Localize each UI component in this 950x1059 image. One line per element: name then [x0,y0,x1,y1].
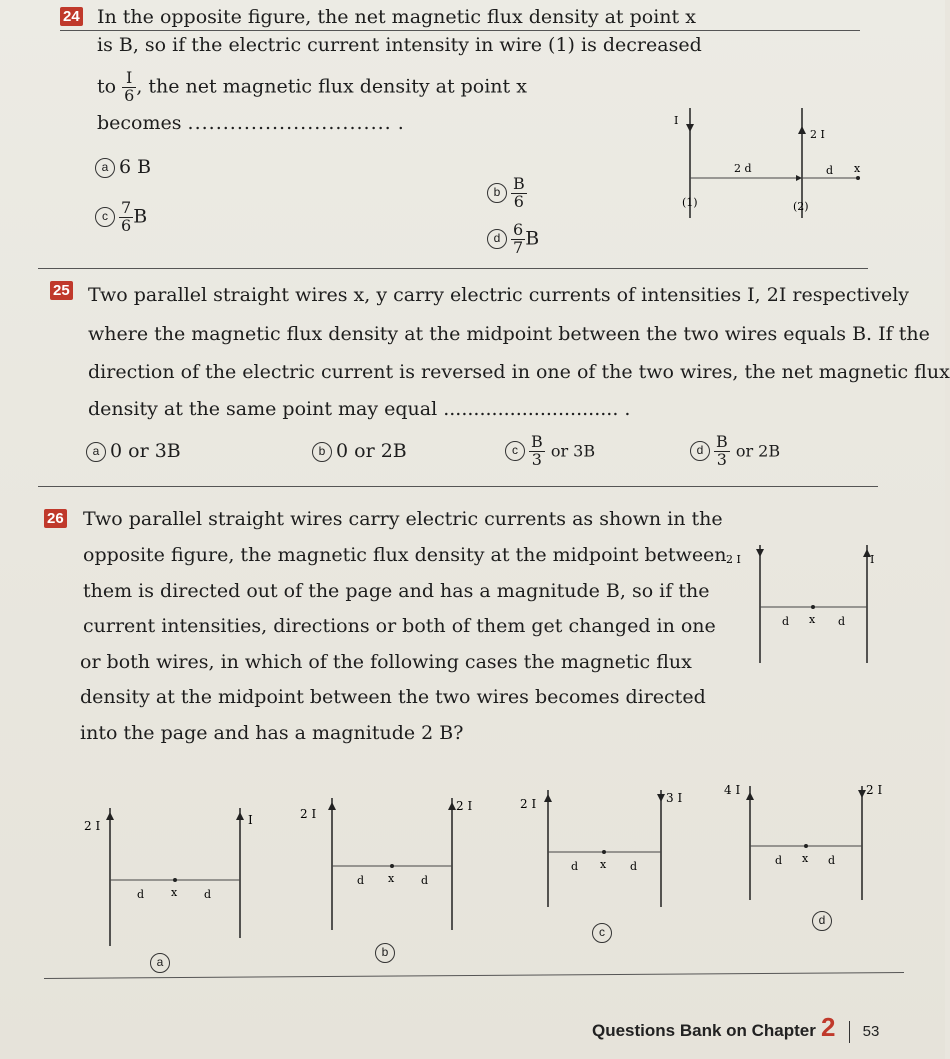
q24-option-b[interactable]: b $\frac{B}{6}$ [487,176,527,211]
q26-main-right-current: I [870,553,875,566]
q26-line6: density at the midpoint between the two wires becomes directed [80,686,706,708]
q24-fraction: $\frac{I}{6}$ [124,68,135,105]
separator-24-25 [38,268,868,269]
q26-main-left-arrow-down-icon [756,549,764,557]
q24-number: 24 [60,6,83,26]
q24-dist2: d [826,164,834,177]
footer [592,1012,879,1043]
q26-d-right-current: 2 I [866,783,883,797]
q25-line1: Two parallel straight wires x, y carry electric currents of intensities I, 2I respectively [88,284,910,306]
q24-figure [660,100,890,220]
q26-c-left-arrow-up-icon [544,794,552,802]
svg-text:x: x [388,872,395,885]
q26-a-left-current: 2 I [84,819,101,833]
separator-25-26 [38,486,878,487]
q26-main-x: x [809,613,816,626]
q26-main-d2: d [838,615,846,628]
q26-option-b-label[interactable]: b [375,942,399,963]
q26-d-left-current: 4 I [724,783,741,797]
q25-option-d[interactable]: d $\frac{B}{3}$ or 2B [690,434,780,469]
svg-text:x: x [600,858,607,871]
q26-main-figure [722,535,882,665]
q26-c-right-current: 3 I [666,791,683,805]
q24-line2: is B, so if the electric current intensity in wire (1) is decreased [97,34,702,56]
q26-d-right-arrow-down-icon [858,790,866,798]
q26-number: 26 [44,508,67,528]
q26-c-left-current: 2 I [520,797,537,811]
q25-number: 25 [50,280,73,300]
svg-text:d: d [137,888,145,901]
q26-main-left-current: 2 I [726,553,741,566]
q25-line2: where the magnetic flux density at the midpoint between the two wires equals B. If the [88,323,930,345]
q24-wire2-label: (2) [793,200,809,213]
q26-b-left-current: 2 I [300,807,317,821]
q25-option-a[interactable]: a 0 or 3B [86,440,181,464]
q26-a-right-arrow-up-icon [236,812,244,820]
q26-line5: or both wires, in which of the following cases the magnetic flux [80,651,692,673]
q25-option-c[interactable]: c $\frac{B}{3}$ or 3B [505,434,595,469]
q24-wire1-label: (1) [682,196,698,209]
q24-wire2-arrow-up-icon [798,126,806,134]
svg-text:x: x [802,852,809,865]
svg-text:d: d [421,874,429,887]
svg-text:d: d [204,888,212,901]
q26-option-a-label[interactable]: a [150,952,174,973]
q26-d-left-arrow-up-icon [746,792,754,800]
q26-option-b-figure[interactable] [300,790,490,940]
footer-title: Questions Bank on Chapter [592,1021,816,1040]
q24-wire1-current: I [674,114,679,127]
q24-point-x: x [854,162,861,175]
svg-text:d: d [571,860,579,873]
svg-text:d: d [775,854,783,867]
q26-line4: current intensities, directions or both of them get changed in one [83,615,716,637]
q24-wire2-current: 2 I [810,128,825,141]
q24-line1: In the opposite figure, the net magnetic flux density at point x [97,6,696,28]
q24-line3: to $\frac{I}{6}$ , the net magnetic flux density at point x [97,68,527,105]
q26-line7: into the page and has a magnitude 2 B? [80,722,464,744]
q24-point-x-dot [856,176,860,180]
footer-divider [849,1021,850,1043]
q26-b-right-arrow-up-icon [448,802,456,810]
q26-line3: them is directed out of the page and has a magnitude B, so if the [83,580,710,602]
q25-line3: direction of the electric current is reversed in one of the two wires, the net magnetic flux [88,361,950,383]
q26-line2: opposite figure, the magnetic flux density at the midpoint between [83,544,727,566]
svg-text:d: d [828,854,836,867]
q24-dist-arrow-icon [796,175,802,181]
q26-option-c-figure[interactable] [516,782,696,917]
top-rule [60,30,860,31]
q26-option-c-label[interactable]: c [592,922,616,943]
q26-b-right-current: 2 I [456,799,473,813]
q26-option-d-figure[interactable] [720,778,895,903]
footer-page-number: 53 [862,1023,880,1040]
q24-option-a[interactable]: a 6 B [95,156,151,180]
svg-text:d: d [630,860,638,873]
q26-a-right-current: I [248,813,253,827]
footer-chapter: 2 [820,1012,836,1042]
bottom-rule [44,972,904,979]
q26-a-left-arrow-up-icon [106,812,114,820]
q24-wire1-arrow-down-icon [686,124,694,132]
q26-b-left-arrow-up-icon [328,802,336,810]
q26-line1: Two parallel straight wires carry electric currents as shown in the [83,508,723,530]
q24-option-d[interactable]: d $\frac{6}{7}$ B [487,222,539,257]
q26-main-d1: d [782,615,790,628]
q26-option-d-label[interactable]: d [812,910,836,931]
q26-option-a-figure[interactable] [82,798,252,948]
q25-line4: density at the same point may equal ............................. . [88,398,631,420]
svg-text:x: x [171,886,178,899]
q26-c-right-arrow-down-icon [657,794,665,802]
svg-text:d: d [357,874,365,887]
q25-option-b[interactable]: b 0 or 2B [312,440,407,464]
q24-dist1: 2 d [734,162,752,175]
q24-option-c[interactable]: c $\frac{7}{6}$ B [95,200,147,235]
q24-line4: becomes ............................. . [97,112,404,134]
